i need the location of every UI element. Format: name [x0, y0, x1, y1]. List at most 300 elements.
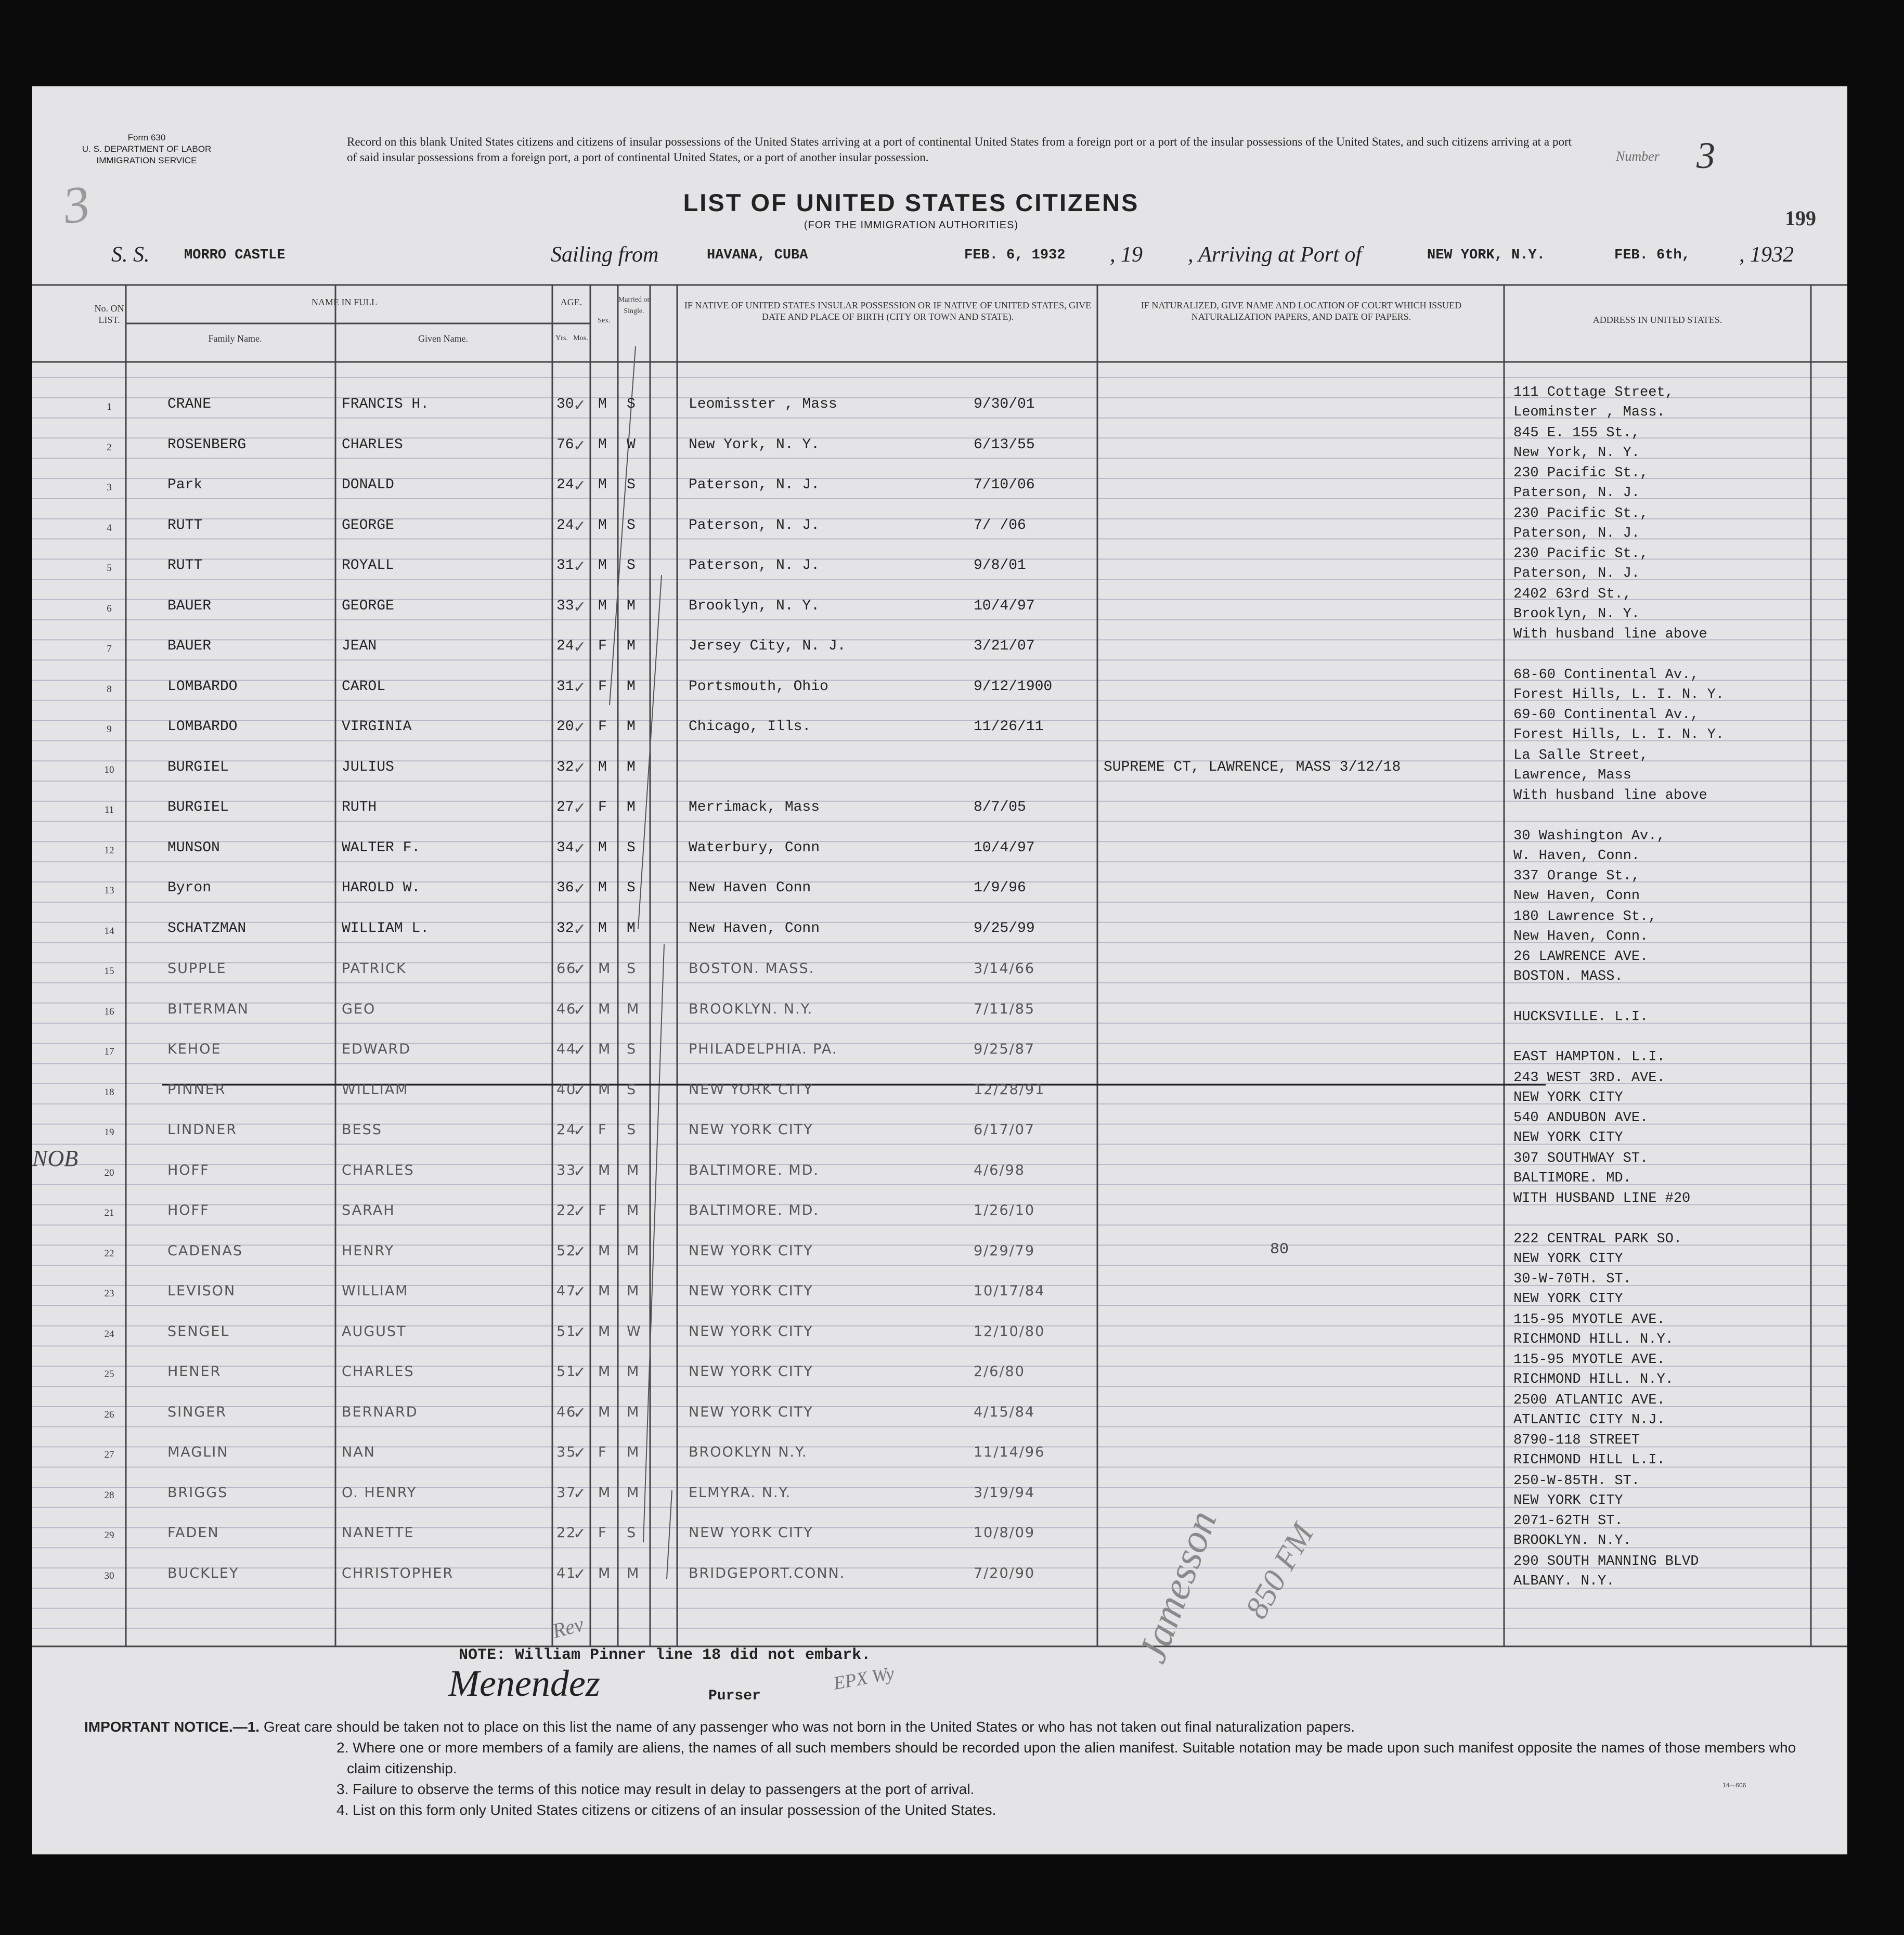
notice-item-2: 2. Where one or more members of a family are aliens, the names of all such members should be recorded upon the alien manifest. Suitable notation may be made upon such manifest opposite the names of those members who claim citizenship.	[336, 1739, 1796, 1776]
address-line: 115-95 MYOTLE AVE.	[1513, 1311, 1665, 1328]
page-subtitle: (FOR THE IMMIGRATION AUTHORITIES)	[804, 219, 1019, 231]
address-line: 230 Pacific St.,	[1513, 505, 1649, 522]
header-birthplace: IF NATIVE OF UNITED STATES INSULAR POSSESSION OR IF NATIVE OF UNITED STATES, GIVE DATE AND PLACE OF BIRTH (CITY OR TOWN AND STATE).	[684, 300, 1092, 322]
sex: M	[598, 1001, 612, 1017]
sex: M	[598, 477, 607, 493]
check-mark-icon: ✓	[573, 1082, 587, 1099]
age-years: 31	[556, 557, 574, 574]
birthplace: BALTIMORE. MD.	[689, 1202, 819, 1218]
family-name: SCHATZMAN	[167, 920, 247, 937]
header-yrs: Yrs.	[555, 334, 568, 342]
birthplace: BOSTON. MASS.	[689, 960, 815, 977]
family-name: LOMBARDO	[167, 719, 238, 735]
age-years: 37	[556, 1484, 577, 1501]
family-name: BURGIEL	[167, 799, 229, 815]
address	[1513, 947, 1648, 986]
sex: M	[598, 396, 607, 412]
check-mark-icon: ✓	[573, 639, 587, 656]
birthplace: NEW YORK CITY	[689, 1242, 813, 1259]
check-mark-icon: ✓	[573, 1283, 587, 1301]
marital-status: M	[627, 1283, 640, 1299]
address-line: 30 Washington Av.,	[1513, 828, 1665, 844]
given-name: VIRGINIA	[342, 719, 412, 735]
row-number: 14	[104, 925, 114, 937]
age-years: 24	[556, 517, 574, 534]
marital-status: M	[627, 1162, 640, 1178]
age-years: 44	[556, 1041, 577, 1057]
age-years: 30	[556, 396, 574, 412]
age-years: 66	[556, 960, 577, 977]
given-name: GEORGE	[342, 598, 394, 614]
row-number: 26	[104, 1409, 114, 1420]
check-mark-icon: ✓	[573, 598, 587, 616]
row-number: 1	[107, 401, 112, 412]
given-name: CAROL	[342, 678, 386, 695]
family-name: RUTT	[167, 557, 203, 574]
birth-date: 4/15/84	[974, 1404, 1035, 1420]
sex: M	[598, 1484, 612, 1501]
marital-status: M	[627, 1242, 640, 1259]
address-line: 230 Pacific St.,	[1513, 546, 1649, 562]
sex: M	[598, 1363, 612, 1380]
row-number: 30	[104, 1570, 114, 1581]
form-id-block: Form 630 U. S. DEPARTMENT OF LABOR IMMIGRATION SERVICE	[82, 133, 212, 165]
sex: M	[598, 1041, 612, 1057]
row-number: 16	[104, 1006, 114, 1017]
address-line: ALBANY. N.Y.	[1513, 1573, 1615, 1589]
address-line: EAST HAMPTON. L.I.	[1513, 1049, 1665, 1065]
address-line: NEW YORK CITY	[1513, 1251, 1623, 1267]
check-mark-icon: ✓	[573, 1203, 587, 1220]
row-number: 10	[104, 764, 114, 775]
sex: F	[598, 1122, 607, 1138]
address-line: NEW YORK CITY	[1513, 1130, 1623, 1146]
family-name: LEVISON	[167, 1283, 236, 1299]
birthplace: Leomisster , Mass	[689, 396, 837, 412]
header-married: Married or Single.	[618, 296, 650, 315]
marital-status: S	[627, 960, 637, 977]
age-years: 36	[556, 880, 574, 896]
sex: M	[598, 920, 607, 937]
family-name: SENGEL	[167, 1323, 230, 1340]
check-mark-icon: ✓	[573, 679, 587, 696]
row-number: 6	[107, 603, 112, 614]
age-years: 47	[556, 1283, 577, 1299]
row-number: 12	[104, 845, 114, 856]
sex: M	[598, 1404, 612, 1420]
address-line: WITH HUSBAND LINE #20	[1513, 1191, 1691, 1206]
naturalization: SUPREME CT, LAWRENCE, MASS 3/12/18	[1104, 759, 1401, 775]
ss-label: S. S.	[111, 243, 150, 267]
birthplace: ELMYRA. N.Y.	[689, 1484, 792, 1501]
header-name-in-full: NAME IN FULL	[312, 297, 377, 307]
address	[1513, 1149, 1648, 1188]
sex: M	[598, 598, 607, 614]
marital-status: M	[627, 1363, 640, 1380]
birthplace: NEW YORK CITY	[689, 1363, 813, 1380]
check-mark-icon: ✓	[573, 880, 587, 898]
marital-status: S	[627, 880, 636, 896]
arrival-port: NEW YORK, N.Y.	[1427, 248, 1545, 263]
given-name: RUTH	[342, 799, 377, 815]
birth-date: 10/8/09	[974, 1525, 1035, 1541]
arrival-date: FEB. 6th,	[1614, 248, 1690, 263]
birth-date: 4/6/98	[974, 1162, 1025, 1178]
address	[1513, 585, 1640, 624]
check-mark-icon: ✓	[573, 1565, 587, 1583]
birthplace: Paterson, N. J.	[689, 477, 820, 493]
address-line: Forest Hills, L. I. N. Y.	[1513, 727, 1725, 743]
family-name: ROSENBERG	[167, 436, 247, 453]
given-name: BERNARD	[342, 1404, 418, 1420]
age-years: 24	[556, 638, 574, 654]
address	[1513, 665, 1724, 705]
birth-date: 6/13/55	[974, 436, 1035, 453]
purser-label: Purser	[708, 1688, 761, 1704]
birthplace: NEW YORK CITY	[689, 1283, 813, 1299]
sex: M	[598, 839, 607, 856]
address-line: With husband line above	[1513, 627, 1707, 642]
address-line: 2500 ATLANTIC AVE.	[1513, 1392, 1665, 1408]
sex: M	[598, 880, 607, 896]
age-years: 31	[556, 678, 574, 695]
address-line: RICHMOND HILL. N.Y.	[1513, 1372, 1674, 1387]
age-years: 46	[556, 1001, 577, 1017]
address-line: 115-95 MYOTLE AVE.	[1513, 1352, 1665, 1368]
birthplace: Brooklyn, N. Y.	[689, 598, 820, 614]
given-name: WALTER F.	[342, 839, 421, 856]
check-mark-icon: ✓	[573, 437, 587, 454]
birthplace: Merrimack, Mass	[689, 799, 820, 815]
address-line: New Haven, Conn	[1513, 888, 1640, 904]
address	[1513, 383, 1674, 422]
given-name: CHARLES	[342, 1162, 415, 1178]
birthplace: Waterbury, Conn	[689, 839, 820, 856]
birth-date: 7/11/85	[974, 1001, 1035, 1017]
family-name: BAUER	[167, 638, 212, 654]
birth-date: 7/ /06	[974, 517, 1026, 534]
address-line: 26 LAWRENCE AVE.	[1513, 949, 1649, 965]
given-name: DONALD	[342, 477, 394, 493]
address	[1513, 1028, 1665, 1067]
family-name: BURGIEL	[167, 759, 229, 775]
row-number: 25	[104, 1369, 114, 1380]
birth-date: 9/12/1900	[974, 678, 1053, 695]
address-line: 111 Cottage Street,	[1513, 385, 1674, 400]
page-title: LIST OF UNITED STATES CITIZENS	[683, 189, 1139, 216]
row-number: 11	[104, 804, 114, 815]
row-number: 18	[104, 1086, 114, 1098]
family-name: HOFF	[167, 1162, 210, 1178]
given-name: CHARLES	[342, 1363, 415, 1380]
age-years: 40	[556, 1081, 577, 1098]
number-label: Number	[1616, 149, 1660, 164]
address-line: 68-60 Continental Av.,	[1513, 667, 1699, 683]
birth-date: 8/7/05	[974, 799, 1026, 815]
sex: F	[598, 638, 607, 654]
birthplace: New Haven, Conn	[689, 920, 820, 937]
family-name: LOMBARDO	[167, 678, 238, 695]
birthplace: PHILADELPHIA. PA.	[689, 1041, 838, 1057]
address-line: 337 Orange St.,	[1513, 868, 1640, 884]
address-line: BALTIMORE. MD.	[1513, 1170, 1631, 1186]
check-mark-icon: ✓	[573, 961, 587, 978]
birthplace: NEW YORK CITY	[689, 1122, 813, 1138]
check-mark-icon: ✓	[573, 558, 587, 575]
age-years: 24	[556, 477, 574, 493]
ship-name: MORRO CASTLE	[184, 248, 286, 263]
address	[1513, 544, 1648, 583]
birth-date: 3/19/94	[974, 1484, 1035, 1501]
given-name: GEO	[342, 1001, 376, 1017]
marital-status: M	[627, 1404, 640, 1420]
age-years: 27	[556, 799, 574, 815]
birth-date: 10/4/97	[974, 839, 1035, 856]
marital-status: S	[627, 1041, 637, 1057]
notice-heading: IMPORTANT NOTICE.—1.	[84, 1719, 260, 1735]
family-name: BITERMAN	[167, 1001, 249, 1017]
marital-status: M	[627, 1444, 640, 1460]
address	[1513, 746, 1648, 785]
address-line: 307 SOUTHWAY ST.	[1513, 1150, 1649, 1166]
birthplace: BROOKLYN N.Y.	[689, 1444, 808, 1460]
address	[1513, 1269, 1631, 1309]
address	[1513, 1310, 1674, 1349]
birthplace: New Haven Conn	[689, 880, 811, 896]
nob-mark: NOB	[32, 1146, 78, 1171]
header-naturalized: IF NATURALIZED, GIVE NAME AND LOCATION OF COURT WHICH ISSUED NATURALIZATION PAPERS, AND DATE OF PAPERS.	[1141, 300, 1462, 322]
sex: M	[598, 1242, 612, 1259]
birth-date: 1/9/96	[974, 880, 1026, 896]
family-name: SUPPLE	[167, 960, 227, 977]
check-mark-icon: ✓	[573, 1445, 587, 1462]
address-line: 290 SOUTH MANNING BLVD	[1513, 1553, 1699, 1569]
address	[1513, 1350, 1674, 1389]
sex: M	[598, 1323, 612, 1340]
sex: M	[598, 517, 607, 534]
address-line: NEW YORK CITY	[1513, 1492, 1623, 1509]
address-line: Brooklyn, N. Y.	[1513, 606, 1640, 622]
sex: M	[598, 1283, 612, 1299]
row-number: 3	[107, 482, 112, 493]
family-name: BUCKLEY	[167, 1565, 239, 1581]
address-line: 540 ANDUBON AVE.	[1513, 1110, 1649, 1126]
marital-status: W	[627, 1323, 642, 1340]
birth-date: 11/26/11	[974, 719, 1044, 735]
address-line: Paterson, N. J.	[1513, 566, 1640, 581]
age-years: 33	[556, 598, 574, 614]
row-number: 17	[104, 1046, 114, 1057]
sex: M	[598, 1162, 612, 1178]
birth-date: 3/21/07	[974, 638, 1035, 654]
print-code: 14—606	[1722, 1782, 1746, 1789]
year-label: , 19	[1110, 243, 1143, 267]
notice-item-3: 3. Failure to observe the terms of this notice may result in delay to passengers at the port of arrival.	[336, 1781, 975, 1797]
check-mark-icon: ✓	[573, 517, 587, 535]
sex: F	[598, 719, 607, 735]
birth-date: 9/30/01	[974, 396, 1035, 412]
address	[1513, 705, 1724, 745]
birthplace: NEW YORK CITY	[689, 1525, 813, 1541]
birth-date: 10/4/97	[974, 598, 1035, 614]
age-years: 41	[556, 1565, 577, 1581]
address-line: Forest Hills, L. I. N. Y.	[1513, 686, 1725, 703]
age-years: 32	[556, 920, 574, 937]
family-name: HENER	[167, 1363, 222, 1380]
family-name: BAUER	[167, 598, 212, 614]
row-number: 13	[104, 885, 114, 896]
sex: M	[598, 759, 607, 775]
notice-item-4: 4. List on this form only United States citizens or citizens of an insular possession of the United States.	[336, 1802, 996, 1818]
marital-status: M	[627, 1565, 640, 1581]
marital-status: M	[627, 920, 636, 937]
address	[1513, 988, 1648, 1027]
address	[1513, 1511, 1631, 1551]
address-line: Lawrence, Mass	[1513, 767, 1631, 783]
marital-status: M	[627, 799, 636, 815]
address	[1513, 504, 1648, 543]
given-name: JEAN	[342, 638, 377, 654]
address	[1513, 625, 1707, 644]
address-line: 243 WEST 3RD. AVE.	[1513, 1070, 1665, 1086]
address	[1513, 463, 1648, 503]
address	[1513, 1108, 1648, 1148]
marital-status: S	[627, 1122, 637, 1138]
handwritten-signature-2: Jamesson	[1129, 1504, 1225, 1669]
birth-date: 11/14/96	[974, 1444, 1045, 1460]
row-number: 22	[104, 1248, 114, 1259]
address-line	[1513, 988, 1648, 1007]
check-mark-icon: ✓	[573, 1042, 587, 1059]
sailing-from-port: HAVANA, CUBA	[707, 248, 808, 263]
address-line: NEW YORK CITY	[1513, 1089, 1623, 1106]
family-name: PINNER	[167, 1081, 226, 1098]
row-number: 29	[104, 1530, 114, 1541]
marital-status: S	[627, 839, 636, 856]
address-line: New York, N. Y.	[1513, 445, 1640, 461]
given-name: O. HENRY	[342, 1484, 417, 1501]
family-name: LINDNER	[167, 1122, 238, 1138]
address	[1513, 907, 1656, 946]
voyage-line	[111, 242, 1828, 274]
birth-date: 12/10/80	[974, 1323, 1045, 1340]
row-number: 2	[107, 441, 112, 453]
address	[1513, 1189, 1690, 1209]
birth-date: 9/8/01	[974, 557, 1026, 574]
marital-status: M	[627, 719, 636, 735]
check-mark-icon: ✓	[573, 477, 587, 495]
sex: M	[598, 1081, 612, 1098]
sex: M	[598, 557, 607, 574]
handwritten-note: Rev	[550, 1612, 586, 1643]
sex: F	[598, 1444, 607, 1460]
check-mark-icon: ✓	[573, 1485, 587, 1502]
check-mark-icon: ✓	[573, 759, 587, 777]
birth-date: 6/17/07	[974, 1122, 1035, 1138]
header-age: AGE.	[560, 297, 582, 307]
birth-date: 12/28/91	[974, 1081, 1045, 1098]
row-number: 23	[104, 1288, 114, 1299]
table-row	[32, 1553, 1847, 1596]
marital-status: W	[627, 436, 636, 453]
given-name: NAN	[342, 1444, 375, 1460]
row-number: 8	[107, 683, 112, 695]
row-number: 15	[104, 966, 114, 977]
address-line: 30-W-70TH. ST.	[1513, 1271, 1631, 1287]
given-name: FRANCIS H.	[342, 396, 430, 412]
check-mark-icon: ✓	[573, 397, 587, 414]
address	[1513, 1068, 1665, 1108]
age-years: 46	[556, 1404, 577, 1420]
sex: M	[598, 960, 612, 977]
sex: M	[598, 1565, 612, 1581]
address-line: RICHMOND HILL L.I.	[1513, 1452, 1665, 1468]
check-mark-icon: ✓	[573, 1001, 587, 1019]
birthplace: Portsmouth, Ohio	[689, 678, 828, 695]
birth-date: 7/10/06	[974, 477, 1035, 493]
family-name: CRANE	[167, 396, 212, 412]
sex: F	[598, 799, 607, 815]
birthplace: NEW YORK CITY	[689, 1323, 813, 1340]
marital-status: M	[627, 1202, 640, 1218]
row-number: 20	[104, 1167, 114, 1178]
header-no: No. ON LIST.	[94, 303, 124, 325]
birthplace: New York, N. Y.	[689, 436, 820, 453]
row-number: 27	[104, 1449, 114, 1460]
given-name: SARAH	[342, 1202, 395, 1218]
address-line: New Haven, Conn.	[1513, 928, 1649, 944]
marital-status: S	[627, 1525, 637, 1541]
marital-status: S	[627, 477, 636, 493]
age-years: 20	[556, 719, 574, 735]
header-given-name: Given Name.	[418, 333, 468, 344]
given-name: HENRY	[342, 1242, 395, 1259]
check-mark-icon: ✓	[573, 800, 587, 817]
marital-status: M	[627, 1484, 640, 1501]
address-line: ATLANTIC CITY N.J.	[1513, 1412, 1665, 1428]
birth-date: 9/29/79	[974, 1242, 1035, 1259]
given-name: GEORGE	[342, 517, 394, 534]
check-mark-icon: ✓	[573, 840, 587, 858]
sailing-from-label: Sailing from	[551, 243, 659, 267]
birthplace: Chicago, Ills.	[689, 719, 811, 735]
family-name: BRIGGS	[167, 1484, 228, 1501]
address-line: BROOKLYN. N.Y.	[1513, 1533, 1631, 1549]
important-notice	[84, 1717, 1816, 1821]
birthplace: BRIDGEPORT.CONN.	[689, 1565, 846, 1581]
given-name: EDWARD	[342, 1041, 411, 1057]
family-name: RUTT	[167, 517, 203, 534]
given-name: CHARLES	[342, 436, 403, 453]
sailing-date: FEB. 6, 1932	[964, 248, 1066, 263]
address	[1513, 1229, 1682, 1269]
address-line: W. Haven, Conn.	[1513, 848, 1640, 864]
header-mos: Mos.	[573, 334, 588, 342]
page-number: 199	[1785, 206, 1816, 230]
check-mark-icon: ✓	[573, 1364, 587, 1381]
age-years: 32	[556, 759, 574, 775]
check-mark-icon: ✓	[573, 1404, 587, 1422]
marital-status: S	[627, 517, 636, 534]
birthplace: BROOKLYN. N.Y.	[689, 1001, 813, 1017]
given-name: BESS	[342, 1122, 382, 1138]
given-name: WILLIAM	[342, 1283, 409, 1299]
age-years: 24	[556, 1122, 577, 1138]
address-line: RICHMOND HILL. N.Y.	[1513, 1331, 1674, 1347]
address-line: Leominster , Mass.	[1513, 405, 1665, 420]
family-name: CADENAS	[167, 1242, 243, 1259]
handwritten-code: EPX Wy	[832, 1663, 896, 1694]
